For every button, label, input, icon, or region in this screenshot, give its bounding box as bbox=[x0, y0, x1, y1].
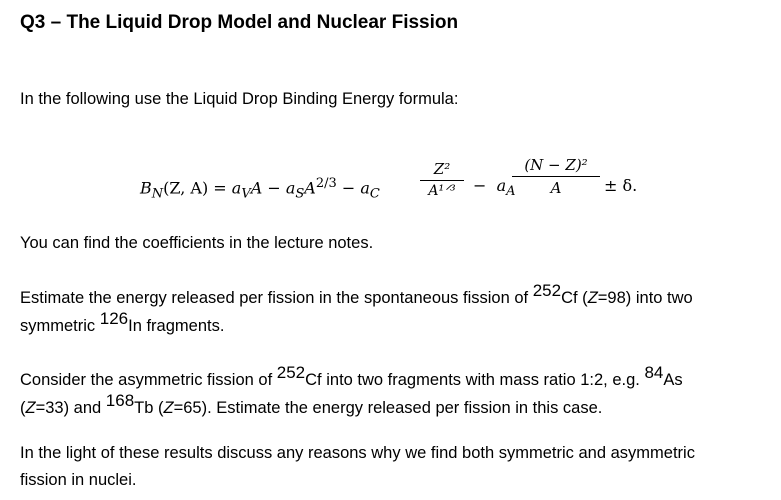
fraction-bar bbox=[420, 180, 464, 181]
formula-lhs: B bbox=[140, 178, 152, 198]
formula-delta-term: ± δ. bbox=[604, 176, 638, 195]
fraction-numerator: Z² bbox=[433, 160, 451, 178]
coefficients-note: You can find the coefficients in the lecture notes. bbox=[20, 234, 374, 252]
formula-asymmetry-coeff: − $a_A$ bbox=[473, 176, 516, 200]
question-title: Q3 – The Liquid Drop Model and Nuclear Fission bbox=[20, 12, 459, 33]
formula-fraction-asymmetry bbox=[512, 156, 600, 197]
formula-fraction-coulomb bbox=[420, 160, 464, 199]
question-part-discussion bbox=[20, 440, 695, 494]
paragraph-line: Estimate the energy released per fission in the spontaneous fission of 252Cf (Z=98) into two bbox=[20, 281, 693, 307]
paragraph-line: In the light of these results discuss any reasons why we find both symmetric and asymmetric bbox=[20, 444, 695, 462]
fraction-numerator: (N − Z)² bbox=[524, 156, 588, 174]
fraction-denominator: A bbox=[550, 179, 562, 197]
paragraph-line: symmetric 126In fragments. bbox=[20, 309, 225, 335]
intro-text: In the following use the Liquid Drop Binding Energy formula: bbox=[20, 90, 459, 108]
paragraph-line: (Z=33) and 168Tb (Z=65). Estimate the energy released per fission in this case. bbox=[20, 391, 603, 417]
fraction-denominator: A¹ᐟ³ bbox=[428, 183, 456, 199]
paragraph-line: Consider the asymmetric fission of 252Cf into two fragments with mass ratio 1:2, e.g. 84As bbox=[20, 363, 683, 389]
question-part-symmetric bbox=[20, 281, 693, 340]
binding-energy-formula: $B_N(Z$, $A) = a_VA - a_SA^{2/3} - a_C$ bbox=[140, 176, 380, 202]
question-part-asymmetric bbox=[20, 363, 683, 422]
paragraph-line: fission in nuclei. bbox=[20, 471, 137, 489]
fraction-bar bbox=[512, 176, 600, 177]
